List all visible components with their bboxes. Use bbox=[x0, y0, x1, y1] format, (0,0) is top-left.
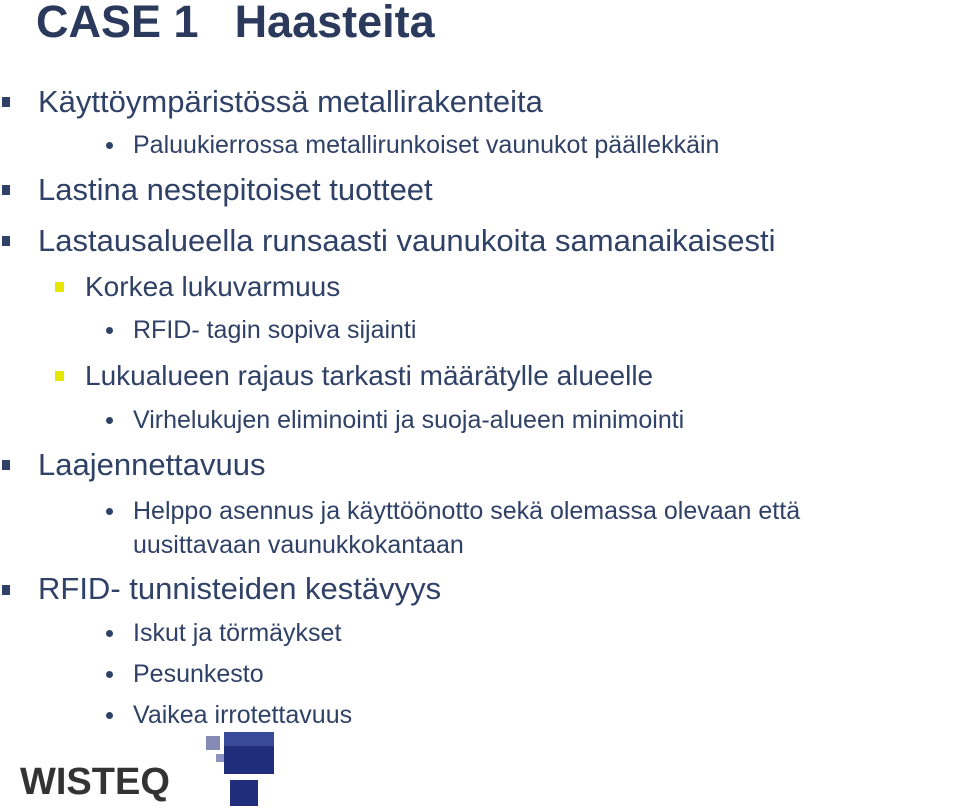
bullet-level1: RFID- tunnisteiden kestävyys bbox=[38, 571, 442, 606]
bullet-level1: Laajennettavuus bbox=[38, 447, 266, 482]
bullet-level3: Vaikea irrotettavuus bbox=[133, 701, 353, 729]
bullet-level1: Lastina nestepitoiset tuotteet bbox=[38, 172, 433, 207]
dot-bullet-icon bbox=[106, 508, 113, 515]
slide-title bbox=[36, 0, 435, 47]
bullet-level3: Helppo asennus ja käyttöönotto sekä olemassa olevaan että bbox=[133, 497, 801, 525]
dot-bullet-icon bbox=[106, 630, 113, 637]
bullet-level3: Paluukierrossa metallirunkoiset vaunukot päällekkäin bbox=[133, 131, 720, 159]
dot-bullet-icon bbox=[106, 327, 113, 334]
bullet-level3-continuation: uusittavaan vaunukkokantaan bbox=[133, 531, 464, 559]
bullet-level2: Korkea lukuvarmuus bbox=[85, 271, 341, 302]
bullet-level3: Virhelukujen eliminointi ja suoja-alueen minimointi bbox=[133, 406, 685, 434]
logo-wordmark: WISTEQ bbox=[20, 761, 170, 803]
dot-bullet-icon bbox=[106, 142, 113, 149]
dot-bullet-icon bbox=[106, 671, 113, 678]
square-bullet-icon bbox=[2, 185, 10, 195]
dot-bullet-icon bbox=[106, 417, 113, 424]
logo-square-highlight bbox=[224, 732, 274, 746]
logo-square-tiny bbox=[216, 754, 224, 762]
wisteq-logo bbox=[20, 728, 290, 810]
square-bullet-icon bbox=[2, 236, 10, 246]
bullet-level2: Lukualueen rajaus tarkasti määrätylle alueelle bbox=[85, 360, 654, 391]
yellow-square-bullet-icon bbox=[55, 282, 64, 292]
bullet-level3: RFID- tagin sopiva sijainti bbox=[133, 316, 417, 344]
bullet-level3: Pesunkesto bbox=[133, 660, 264, 688]
bullet-level1: Lastausalueella runsaasti vaunukoita samanaikaisesti bbox=[38, 223, 776, 258]
logo-square-lower bbox=[230, 780, 258, 806]
logo-square-small bbox=[206, 736, 220, 750]
square-bullet-icon bbox=[2, 460, 10, 470]
title-case-label: CASE 1 bbox=[36, 0, 199, 47]
bullet-level1: Käyttöympäristössä metallirakenteita bbox=[38, 84, 543, 119]
square-bullet-icon bbox=[2, 97, 10, 107]
dot-bullet-icon bbox=[106, 712, 113, 719]
yellow-square-bullet-icon bbox=[55, 371, 64, 381]
square-bullet-icon bbox=[2, 585, 10, 595]
title-heading: Haasteita bbox=[234, 0, 435, 47]
bullet-level3: Iskut ja törmäykset bbox=[133, 619, 342, 647]
